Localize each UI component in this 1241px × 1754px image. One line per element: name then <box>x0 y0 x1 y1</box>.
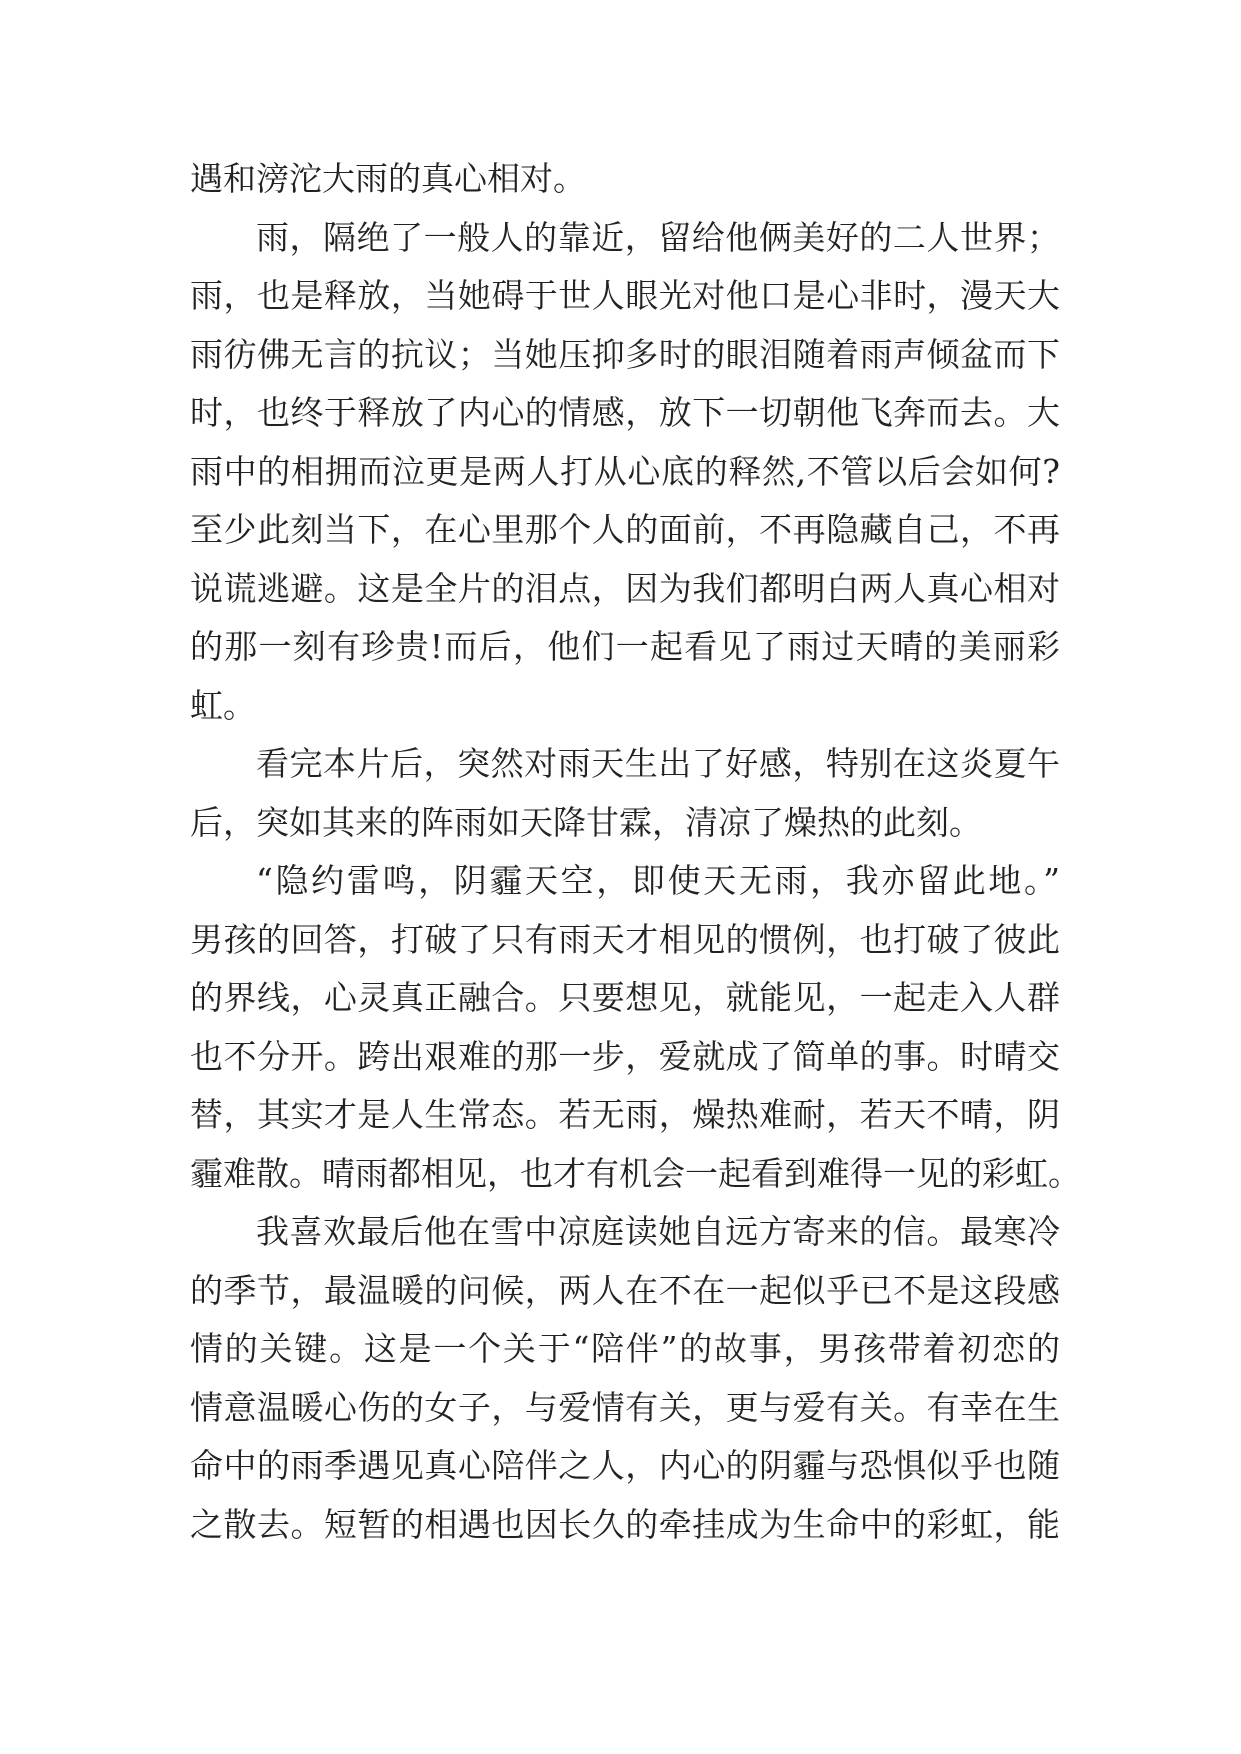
text-line: 霾难散。晴雨都相见，也才有机会一起看到难得一见的彩虹。 <box>190 1153 1081 1193</box>
text-line: 情的关键。这是一个关于“陪伴”的故事，男孩带着初恋的 <box>190 1329 1060 1368</box>
text-line: 也不分开。跨出艰难的那一步，爱就成了简单的事。时晴交 <box>190 1036 1060 1076</box>
text-line: 时，也终于释放了内心的情感，放下一切朝他飞奔而去。大 <box>190 393 1060 432</box>
text-line: 至少此刻当下，在心里那个人的面前，不再隐藏自己，不再 <box>190 510 1060 549</box>
text-line: 遇和滂沱大雨的真心相对。 <box>190 159 586 198</box>
text-line: 的季节，最温暖的问候，两人在不在一起似乎已不是这段感 <box>190 1270 1060 1310</box>
text-line: 的那一刻有珍贵!而后，他们一起看见了雨过天晴的美丽彩 <box>190 627 1060 666</box>
text-line: “隐约雷鸣，阴霾天空，即使天无雨，我亦留此地。” <box>256 861 1060 900</box>
text-line: 之散去。短暂的相遇也因长久的牵挂成为生命中的彩虹，能 <box>190 1504 1060 1544</box>
text-line: 男孩的回答，打破了只有雨天才相见的惯例，也打破了彼此 <box>190 919 1060 959</box>
text-line: 我喜欢最后他在雪中凉庭读她自远方寄来的信。最寒冷 <box>256 1212 1060 1251</box>
text-line: 雨，隔绝了一般人的靠近，留给他俩美好的二人世界； <box>256 217 1060 257</box>
text-line: 虹。 <box>190 685 256 725</box>
text-line: 后，突如其来的阵雨如天降甘霖，清凉了燥热的此刻。 <box>190 802 982 842</box>
text-line: 情意温暖心伤的女子，与爱情有关，更与爱有关。有幸在生 <box>190 1387 1060 1427</box>
text-line: 雨彷佛无言的抗议；当她压抑多时的眼泪随着雨声倾盆而下 <box>190 334 1060 374</box>
text-line: 看完本片后，突然对雨天生出了好感，特别在这炎夏午 <box>256 744 1060 783</box>
text-line: 雨，也是释放，当她碍于世人眼光对他口是心非时，漫天大 <box>190 276 1060 315</box>
text-line: 的界线，心灵真正融合。只要想见，就能见，一起走入人群 <box>190 978 1060 1017</box>
text-line: 说谎逃避。这是全片的泪点，因为我们都明白两人真心相对 <box>190 568 1060 608</box>
text-line: 命中的雨季遇见真心陪伴之人，内心的阴霾与恐惧似乎也随 <box>190 1446 1060 1485</box>
text-line: 替，其实才是人生常态。若无雨，燥热难耐，若天不晴，阴 <box>190 1095 1060 1134</box>
text-line: 雨中的相拥而泣更是两人打从心底的释然,不管以后会如何? <box>190 451 1060 491</box>
document-body <box>190 150 1081 1554</box>
